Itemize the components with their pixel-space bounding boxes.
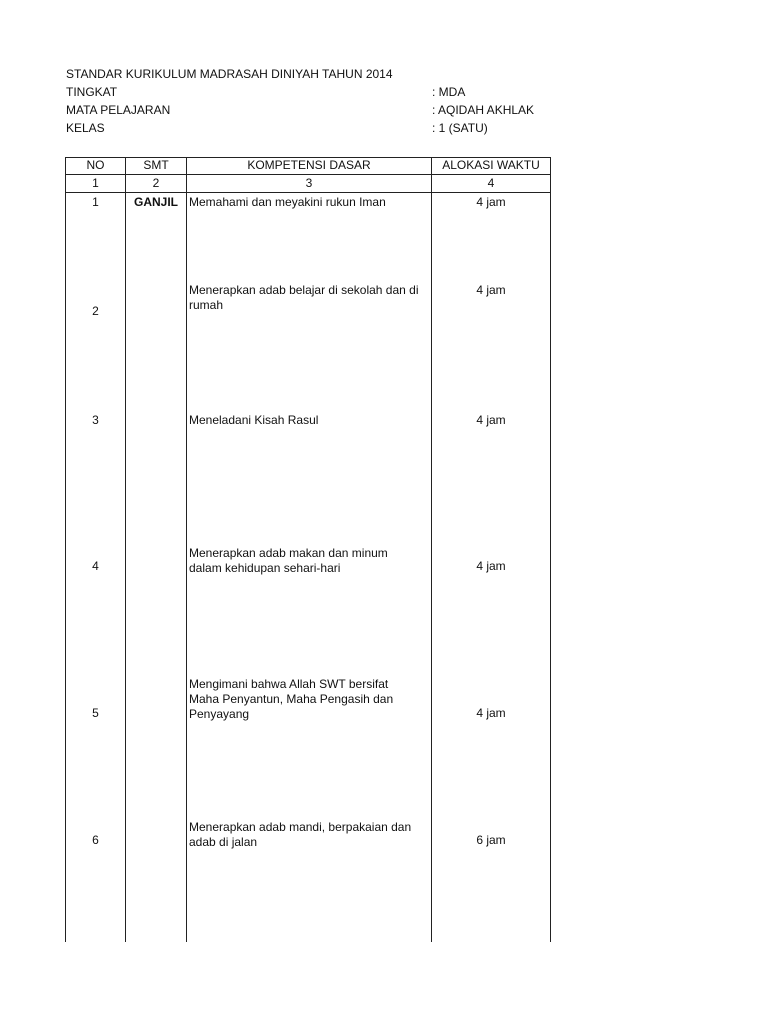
row-3-waktu: 4 jam xyxy=(476,413,506,427)
column-number-2: 2 xyxy=(152,176,160,190)
curriculum-table xyxy=(65,157,551,942)
field-label-tingkat: TINGKAT xyxy=(66,85,118,99)
row-5-kompetensi: Mengimani bahwa Allah SWT bersifat Maha Penyantun, Maha Pengasih dan Penyayang xyxy=(189,677,394,721)
table-border-left xyxy=(65,157,66,942)
row-3-no: 3 xyxy=(92,413,99,427)
table-divider-smt-kd xyxy=(186,157,187,942)
column-number-1: 1 xyxy=(92,176,99,190)
row-5-no: 5 xyxy=(92,706,99,720)
row-6-kompetensi: Menerapkan adab mandi, berpakaian dan adab di jalan xyxy=(189,820,412,849)
column-header-kompetensi-dasar: KOMPETENSI DASAR xyxy=(247,158,371,172)
row-4-waktu: 4 jam xyxy=(476,559,506,573)
row-6-no: 6 xyxy=(92,833,99,847)
column-header-smt: SMT xyxy=(143,158,169,172)
row-2-waktu: 4 jam xyxy=(476,283,506,297)
table-border-right xyxy=(550,157,551,942)
row-4-kompetensi: Menerapkan adab makan dan minum dalam kehidupan sehari-hari xyxy=(189,546,388,575)
row-1-smt: GANJIL xyxy=(133,195,178,209)
table-divider-header xyxy=(65,174,551,175)
row-5-waktu: 4 jam xyxy=(476,706,506,720)
row-3-kompetensi: Meneladani Kisah Rasul xyxy=(189,413,319,427)
row-2-kompetensi: Menerapkan adab belajar di sekolah dan di rumah xyxy=(189,283,419,312)
field-value-kelas: : 1 (SATU) xyxy=(432,121,488,135)
column-header-no: NO xyxy=(86,158,105,172)
row-1-no: 1 xyxy=(92,195,99,209)
row-6-waktu: 6 jam xyxy=(476,833,506,847)
row-2-no: 2 xyxy=(92,304,99,318)
row-4-no: 4 xyxy=(92,559,99,573)
column-number-3: 3 xyxy=(305,176,313,190)
table-divider-column-numbers xyxy=(65,192,551,193)
field-label-mata-pelajaran: MATA PELAJARAN xyxy=(66,103,171,117)
column-header-alokasi-waktu: ALOKASI WAKTU xyxy=(442,158,540,172)
field-value-mata-pelajaran: : AQIDAH AKHLAK xyxy=(432,103,535,117)
row-1-kompetensi: Memahami dan meyakini rukun Iman xyxy=(189,195,386,209)
column-number-4: 4 xyxy=(487,176,495,190)
field-label-kelas: KELAS xyxy=(66,121,105,135)
document-title: STANDAR KURIKULUM MADRASAH DINIYAH TAHUN 2014 xyxy=(66,67,393,81)
row-1-waktu: 4 jam xyxy=(476,195,506,209)
table-divider-kd-waktu xyxy=(431,157,432,942)
table-divider-no-smt xyxy=(125,157,126,942)
field-value-tingkat: : MDA xyxy=(432,85,466,99)
